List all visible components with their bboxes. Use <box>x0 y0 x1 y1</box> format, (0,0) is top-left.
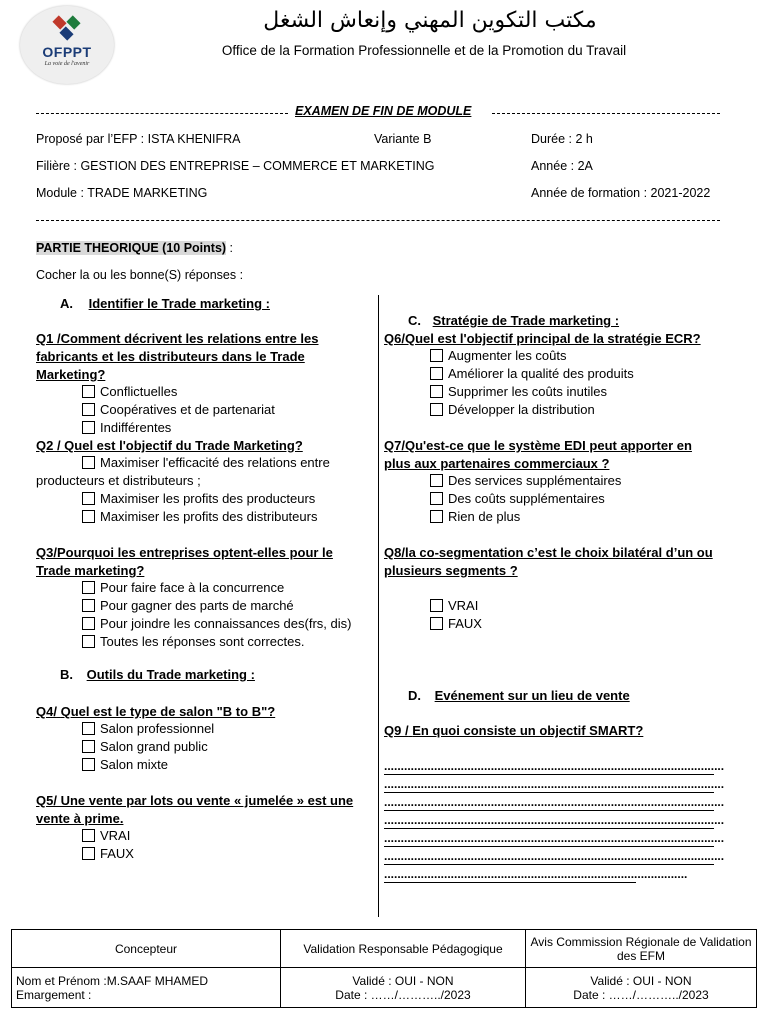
avis-commission-header: Avis Commission Régionale de Validation des EFM <box>526 930 757 968</box>
option-label: Développer la distribution <box>448 402 595 417</box>
q1-option-1[interactable] <box>82 384 177 400</box>
q4-option-2[interactable] <box>82 739 208 755</box>
partie-title <box>36 241 233 255</box>
q8-option-1[interactable] <box>430 598 478 614</box>
q6-option-1[interactable] <box>430 348 567 364</box>
q7-option-2[interactable] <box>430 491 605 507</box>
section-b <box>60 667 255 682</box>
option-label: Salon professionnel <box>100 721 215 736</box>
q9-question <box>384 722 643 740</box>
section-a-title: Identifier le Trade marketing : <box>88 296 270 311</box>
q2-option-1[interactable] <box>82 455 330 471</box>
ofppt-logo <box>20 6 114 84</box>
option-label: Supprimer les coûts inutiles <box>448 384 607 399</box>
option-label: Pour joindre les connaissances des(frs, dis) <box>100 616 352 631</box>
section-b-letter: B. <box>60 667 73 682</box>
checkbox[interactable] <box>430 617 443 630</box>
checkbox[interactable] <box>430 403 443 416</box>
date-2: Date : ……/………../2023 <box>573 987 709 1002</box>
section-d <box>408 688 630 703</box>
section-a-letter: A. <box>60 296 73 311</box>
option-label: Pour gagner des parts de marché <box>100 598 294 613</box>
section-c <box>408 313 619 328</box>
q8-question: Q8/la co-segmentation c’est le choix bilatéral d’un ou plusieurs segments ? <box>384 545 713 578</box>
checkbox[interactable] <box>82 847 95 860</box>
duree: Durée : 2 h <box>531 132 593 146</box>
checkbox[interactable] <box>82 385 95 398</box>
answer-line-4[interactable]: ...................................................................................................... <box>384 813 725 827</box>
q6-option-2[interactable] <box>430 366 634 382</box>
checkbox[interactable] <box>82 740 95 753</box>
validation-resp-cell <box>281 968 526 1008</box>
q3-option-3[interactable] <box>82 616 351 632</box>
section-c-letter: C. <box>408 313 421 328</box>
q4-prefix: Q4/ <box>36 704 57 719</box>
option-label: Toutes les réponses sont correctes. <box>100 634 305 649</box>
instruction: Cocher la ou les bonne(S) réponses : <box>36 268 244 282</box>
option-label: Maximiser l'efficacité des relations entre <box>100 455 330 470</box>
filiere: Filière : GESTION DES ENTREPRISE – COMMERCE ET MARKETING <box>36 159 435 173</box>
checkbox[interactable] <box>430 599 443 612</box>
validation-table <box>11 929 757 1008</box>
q9-text: En quoi consiste un objectif SMART? <box>412 723 644 738</box>
answer-line-7[interactable]: ........................................................................................... <box>384 867 688 881</box>
q6-question: Q6/Quel est l'objectif principal de la stratégie ECR? <box>384 331 701 346</box>
logo-tagline: La voie de l'avenir <box>44 61 90 67</box>
checkbox[interactable] <box>430 349 443 362</box>
checkbox[interactable] <box>82 829 95 842</box>
option-label: Indifférentes <box>100 420 172 435</box>
q4-text: Quel est le type de salon "B to B"? <box>60 704 276 719</box>
q5-question: Q5/ Une vente par lots ou vente « jumelée » est une vente à prime. <box>36 793 354 826</box>
q6-option-3[interactable] <box>430 384 607 400</box>
module: Module : TRADE MARKETING <box>36 186 208 200</box>
option-label: Pour faire face à la concurrence <box>100 580 285 595</box>
option-label: Salon mixte <box>100 757 168 772</box>
checkbox[interactable] <box>82 722 95 735</box>
validation-resp-header: Validation Responsable Pédagogique <box>281 930 526 968</box>
concepteur-cell <box>12 968 281 1008</box>
q3-question: Q3/Pourquoi les entreprises optent-elles pour le Trade marketing? <box>36 545 333 578</box>
checkbox[interactable] <box>430 492 443 505</box>
option-label: Maximiser les profits des producteurs <box>100 491 316 506</box>
section-b-title: Outils du Trade marketing : <box>86 667 255 682</box>
partie-title-text: PARTIE THEORIQUE (10 Points) <box>36 241 227 255</box>
q3-option-4[interactable] <box>82 634 305 650</box>
answer-line-1[interactable]: ...................................................................................................... <box>384 759 725 773</box>
option-label: Conflictuelles <box>100 384 178 399</box>
dash-left <box>36 113 288 114</box>
column-divider <box>378 295 379 917</box>
annee-formation: Année de formation : 2021-2022 <box>531 186 711 200</box>
q2-option-1-continued: producteurs et distributeurs ; <box>36 473 201 488</box>
q4-option-1[interactable] <box>82 721 214 737</box>
checkbox[interactable] <box>82 456 95 469</box>
variante: Variante B <box>374 132 432 146</box>
exam-title: EXAMEN DE FIN DE MODULE <box>295 104 472 118</box>
option-label: Rien de plus <box>448 509 521 524</box>
option-label: Coopératives et de partenariat <box>100 402 275 417</box>
q2-question: Q2 / Quel est l'objectif du Trade Marketing? <box>36 438 303 453</box>
option-label: Des services supplémentaires <box>448 473 622 488</box>
section-a <box>60 296 270 311</box>
arabic-title: مكتب التكوين المهني وإنعاش الشغل <box>263 8 597 33</box>
option-label: FAUX <box>100 846 134 861</box>
answer-line-5[interactable]: ...................................................................................................... <box>384 831 725 845</box>
annee: Année : 2A <box>531 159 593 173</box>
q5-option-1[interactable] <box>82 828 130 844</box>
checkbox[interactable] <box>82 599 95 612</box>
option-label: FAUX <box>448 616 482 631</box>
checkbox[interactable] <box>82 492 95 505</box>
q2-option-2[interactable] <box>82 491 315 507</box>
section-d-title: Evénement sur un lieu de vente <box>434 688 630 703</box>
q3-option-2[interactable] <box>82 598 294 614</box>
checkbox[interactable] <box>82 421 95 434</box>
emargement: Emargement : <box>16 987 92 1002</box>
option-label: Augmenter les coûts <box>448 348 567 363</box>
q1-option-2[interactable] <box>82 402 275 418</box>
checkbox[interactable] <box>430 367 443 380</box>
nom-prenom: Nom et Prénom :M.SAAF MHAMED <box>16 973 209 988</box>
q4-question <box>36 703 275 721</box>
divider <box>36 220 720 221</box>
checkbox[interactable] <box>82 635 95 648</box>
checkbox[interactable] <box>82 617 95 630</box>
q8-option-2[interactable] <box>430 616 482 632</box>
q2-option-3[interactable] <box>82 509 317 525</box>
q7-option-1[interactable] <box>430 473 621 489</box>
dash-right <box>492 113 720 114</box>
q6-option-4[interactable] <box>430 402 595 418</box>
option-label: Maximiser les profits des distributeurs <box>100 509 318 524</box>
q1-question: Q1 /Comment décrivent les relations entre les fabricants et les distributeurs dans le Trade Marketing? <box>36 331 319 382</box>
propose-par: Proposé par l’EFP : ISTA KHENIFRA <box>36 132 241 146</box>
valide-1: Validé : OUI - NON <box>352 973 454 988</box>
answer-line-2[interactable]: ...................................................................................................... <box>384 777 725 791</box>
answer-line-6[interactable]: ...................................................................................................... <box>384 849 725 863</box>
ofppt-logo-mark-icon <box>52 16 82 42</box>
option-label: VRAI <box>100 828 131 843</box>
q4-option-3[interactable] <box>82 757 168 773</box>
option-label: Des coûts supplémentaires <box>448 491 605 506</box>
partie-title-suffix: : <box>226 241 234 255</box>
option-label: Améliorer la qualité des produits <box>448 366 634 381</box>
q5-option-2[interactable] <box>82 846 134 862</box>
office-name: Office de la Formation Professionnelle et de la Promotion du Travail <box>221 43 627 58</box>
section-c-title: Stratégie de Trade marketing : <box>432 313 620 328</box>
exam-title-rule <box>36 104 720 120</box>
option-label: VRAI <box>448 598 479 613</box>
valide-2: Validé : OUI - NON <box>590 973 692 988</box>
q3-option-1[interactable] <box>82 580 284 596</box>
date-1: Date : ……/………../2023 <box>335 987 471 1002</box>
checkbox[interactable] <box>82 758 95 771</box>
checkbox[interactable] <box>82 510 95 523</box>
q7-question: Q7/Qu'est-ce que le système EDI peut apporter en plus aux partenaires commerciaux ? <box>384 438 692 471</box>
checkbox[interactable] <box>430 474 443 487</box>
logo-text: OFPPT <box>42 44 92 60</box>
section-d-letter: D. <box>408 688 421 703</box>
answer-line-3[interactable]: ...................................................................................................... <box>384 795 725 809</box>
concepteur-header: Concepteur <box>12 930 281 968</box>
q1-option-3[interactable] <box>82 420 171 436</box>
q9-prefix: Q9 / <box>384 723 409 738</box>
checkbox[interactable] <box>430 385 443 398</box>
option-label: Salon grand public <box>100 739 208 754</box>
checkbox[interactable] <box>82 403 95 416</box>
checkbox[interactable] <box>82 581 95 594</box>
avis-commission-cell <box>526 968 757 1008</box>
checkbox[interactable] <box>430 510 443 523</box>
q7-option-3[interactable] <box>430 509 520 525</box>
